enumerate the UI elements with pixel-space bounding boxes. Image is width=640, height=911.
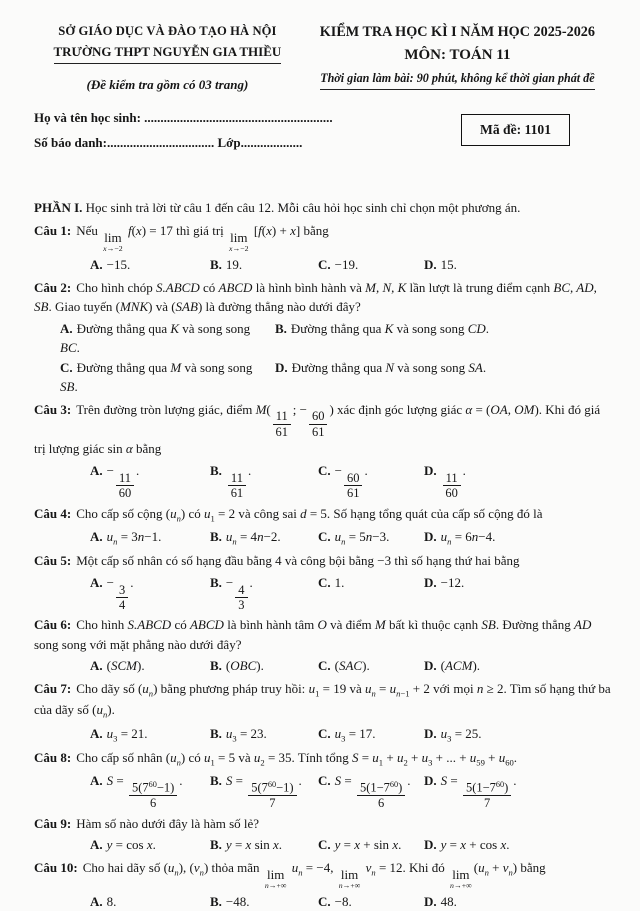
option-text: 19. [225,257,243,273]
option-letter: B. [210,725,222,741]
option-letter: C. [318,574,331,590]
option-C [318,573,424,593]
option-A [90,461,210,501]
option-B [210,724,318,745]
option-letter: A. [60,320,73,336]
question-stem: Cho dãy số $(u_n)$ bằng phương pháp truy hồi: $u_1 = 19$ và $u_n = u_{n-1} + 2$ với mọi n ≥ 2. Tìm số hạng thứ ba của dãy số $(u_n)$. [34,680,611,720]
option-D [424,461,614,501]
header-top-row [34,22,614,95]
question-stem-line [34,400,614,459]
options-row [34,527,614,548]
option-text: − $\frac{3}{4}$ . [106,574,134,612]
question-block [34,858,614,911]
option-letter: D. [424,893,437,909]
option-letter: D. [424,773,437,789]
option-letter: A. [90,893,103,909]
option-letter: A. [90,528,103,544]
option-B [210,461,318,501]
option-C [318,527,424,548]
options-row [34,656,614,676]
option-text: S = $\frac{5(1-7^{60})}{7}$ . [440,773,517,811]
option-text: S = $\frac{5(7^{60}-1)}{7}$ . [225,773,302,811]
option-A [90,255,210,275]
question-stem-line [34,504,614,525]
part1-intro [34,198,614,218]
option-letter: D. [424,257,437,273]
question-block [34,814,614,855]
option-D [275,358,614,378]
question-label: Câu 2: [34,279,72,295]
exam-body [34,198,614,911]
option-A [90,835,210,855]
option-text: y = x + cos x. [440,837,510,853]
option-letter: B. [210,773,222,789]
question-stem: Cho hình S.ABCD có ABCD là bình hành tâm O và điểm M bất kì thuộc cạnh SB. Đường thẳng AD song song với mặt phẳng nào dưới đây? [34,617,592,652]
option-A [90,771,210,811]
options-row [34,771,614,811]
option-C [318,835,424,855]
option-letter: B. [210,528,222,544]
option-text: 8. [106,893,117,909]
question-block [34,221,614,274]
option-letter: A. [90,658,103,674]
option-B [210,573,318,613]
options-row [34,892,614,911]
options-row [34,319,614,397]
school-name: TRƯỜNG THPT NGUYỄN GIA THIỀU [34,42,301,65]
duration-note: Thời gian làm bài: 90 phút, không kể thời gian phát đề [301,68,614,90]
option-text: S = $\frac{5(1-7^{60})}{6}$ . [334,773,411,811]
option-letter: D. [424,574,437,590]
option-letter: B. [210,462,222,478]
option-letter: C. [318,658,331,674]
option-text: 15. [440,257,457,273]
option-text: −19. [334,257,359,273]
part1-label: PHẦN I. [34,199,83,215]
option-letter: D. [424,528,437,544]
option-D [424,892,614,911]
option-B [210,255,318,275]
question-stem: Nếu lim x→−2 f(x) = 17 thì giá trị lim x→−2 [f(x) + x] bằng [76,223,329,254]
option-D [424,527,614,548]
option-text: Đường thẳng qua K và song song BC. [60,320,251,356]
question-block [34,504,614,549]
option-C [60,358,275,397]
question-block [34,748,614,811]
option-A [90,892,210,911]
question-block [34,400,614,501]
option-letter: D. [424,658,437,674]
option-letter: A. [90,837,103,853]
pages-note: (Đề kiểm tra gồm có 03 trang) [86,77,249,93]
question-block [34,278,614,397]
option-B [210,527,318,548]
question-stem: Cho hai dãy số $(u_n)$, $(v_n)$ thỏa mãn lim n→+∞ $u_n = -4$, lim n→+∞ $v_n = 12$. Khi đó lim n→+∞ $(u_n + v_n)$ bằng [82,859,546,891]
option-text: Đường thẳng qua M và song song SB. [60,359,253,395]
question-label: Câu 7: [34,680,72,696]
option-text: $u_3 = 23$. [225,725,267,743]
option-letter: B. [210,574,222,590]
option-A [90,527,210,548]
option-text: 48. [440,893,457,909]
subject-title: MÔN: TOÁN 11 [404,47,511,64]
question-stem: Một cấp số nhân có số hạng đầu bằng 4 và công bội bằng −3 thì số hạng thứ hai bằng [76,553,520,569]
option-B [210,771,318,811]
option-text: $u_n = 5n-3$. [334,528,390,547]
option-text: $u_n = 3n-1$. [106,528,162,547]
option-letter: C. [60,359,73,375]
option-C [318,771,424,811]
option-text: $u_3 = 21$. [106,725,148,743]
question-stem-line [34,278,614,317]
option-B [210,835,318,855]
option-text: (SCM). [106,658,145,674]
exam-code-box: Mã đề: 1101 [461,114,570,146]
option-letter: C. [318,773,331,789]
header-bottom-row [34,105,614,156]
question-block [34,615,614,676]
student-id-line: Số báo danh:................................. Lớp................... [34,135,303,151]
option-C [318,724,424,745]
option-D [424,835,614,855]
option-text: −8. [334,893,352,909]
option-text: $u_3 = 25$. [440,725,482,743]
option-letter: D. [275,359,288,375]
student-name-line: Họ và tên học sinh: .......................................................... [34,109,333,125]
option-A [90,573,210,613]
option-letter: B. [210,893,222,909]
option-C [318,892,424,911]
question-stem: Hàm số nào dưới đây là hàm số lẻ? [76,815,260,831]
option-letter: A. [90,257,103,273]
option-text: −48. [225,893,250,909]
option-letter: C. [318,893,331,909]
question-label: Câu 1: [34,223,72,239]
option-letter: C. [318,528,331,544]
option-B [275,319,614,339]
question-label: Câu 10: [34,859,78,875]
option-letter: A. [90,574,103,590]
question-stem-line [34,221,614,253]
exam-header [34,22,614,156]
option-letter: C. [318,725,331,741]
option-text: Đường thẳng qua K và song song CD. [290,320,490,336]
option-D [424,255,614,275]
option-text: −12. [440,574,465,590]
question-stem: Trên đường tròn lượng giác, điểm M( $\frac{11}{61}$ ; − $\frac{60}{61}$ ) xác định góc lượng giác α = (OA, OM). Khi đó giá trị lượng giác sin α bằng [34,401,601,457]
option-D [424,724,614,745]
option-letter: D. [424,837,437,853]
option-text: 1. [334,574,345,590]
option-letter: A. [90,725,103,741]
option-B [210,656,318,676]
option-text: y = x sin x. [225,837,283,853]
question-stem-line [34,748,614,769]
question-stem: Cho cấp số cộng $(u_n)$ có $u_1 = 2$ và công sai d = 5. Số hạng tổng quát của cấp số cộng đó là [76,505,543,524]
question-stem-line [34,679,614,722]
option-D [424,771,614,811]
option-text: y = cos x. [106,837,156,853]
option-letter: B. [210,257,222,273]
option-text: − $\frac{4}{3}$ . [225,574,253,612]
question-stem: Cho hình chóp S.ABCD có ABCD là hình bình hành và M, N, K lần lượt là trung điểm cạnh BC, AD, SB. Giao tuyến (MNK) và (SAB) là đường thẳng nào dưới đây? [34,279,597,315]
header-right-column [301,22,614,90]
option-letter: C. [318,837,331,853]
question-block [34,551,614,612]
option-text: S = $\frac{5(7^{60}-1)}{6}$ . [106,773,183,811]
option-letter: B. [210,658,222,674]
option-text: y = x + sin x. [334,837,402,853]
option-letter: A. [90,773,103,789]
option-text: (SAC). [334,658,370,674]
option-text: $u_n = 6n-4$. [440,528,496,547]
question-label: Câu 4: [34,505,72,521]
option-text: $u_n = 4n-2$. [225,528,281,547]
option-D [424,656,614,676]
options-row [34,461,614,501]
option-text: Đường thẳng qua N và song song SA. [291,359,487,375]
question-stem-line [34,615,614,654]
department-name: SỞ GIÁO DỤC VÀ ĐÀO TẠO HÀ NỘI [58,24,277,38]
part1-text: Học sinh trả lời từ câu 1 đến câu 12. Mỗi câu hỏi học sinh chỉ chọn một phương án. [82,199,521,215]
option-C [318,461,424,501]
options-row [34,724,614,745]
option-text: (ACM). [440,658,481,674]
question-label: Câu 6: [34,617,72,633]
option-A [90,724,210,745]
option-letter: C. [318,462,331,478]
question-stem-line [34,814,614,834]
option-letter: A. [90,462,103,478]
option-text: − $\frac{11}{60}$ . [106,462,140,501]
option-letter: C. [318,257,331,273]
question-label: Câu 8: [34,749,72,765]
option-D [424,573,614,593]
header-left-column [34,22,301,95]
option-A [90,656,210,676]
option-letter: D. [424,462,437,478]
option-letter: B. [275,320,287,336]
option-letter: D. [424,725,437,741]
option-letter: B. [210,837,222,853]
options-row [34,255,614,275]
option-text: − $\frac{60}{61}$ . [334,462,368,501]
question-stem-line [34,858,614,890]
student-fill-lines [34,105,461,156]
option-B [210,892,318,911]
option-C [318,656,424,676]
question-block [34,679,614,745]
question-label: Câu 9: [34,815,72,831]
option-text: $u_3 = 17$. [334,725,376,743]
questions-list [34,221,614,911]
question-stem-line [34,551,614,571]
option-text: (OBC). [225,658,264,674]
options-row [34,835,614,855]
option-text: −15. [106,257,131,273]
option-C [318,255,424,275]
question-label: Câu 3: [34,401,72,417]
options-row [34,573,614,613]
exam-title: KIỂM TRA HỌC KÌ I NĂM HỌC 2025-2026 [319,24,595,40]
option-text: $\frac{11}{61}$ . [226,463,251,478]
question-label: Câu 5: [34,553,72,569]
option-text: $\frac{11}{60}$ . [441,463,466,478]
question-stem: Cho cấp số nhân $(u_n)$ có $u_1 = 5$ và $u_2 = 35$. Tính tổng $S = u_1 + u_2 + u_3$ + ... + $u_{59} + u_{60}$. [76,749,518,768]
option-A [60,319,275,358]
